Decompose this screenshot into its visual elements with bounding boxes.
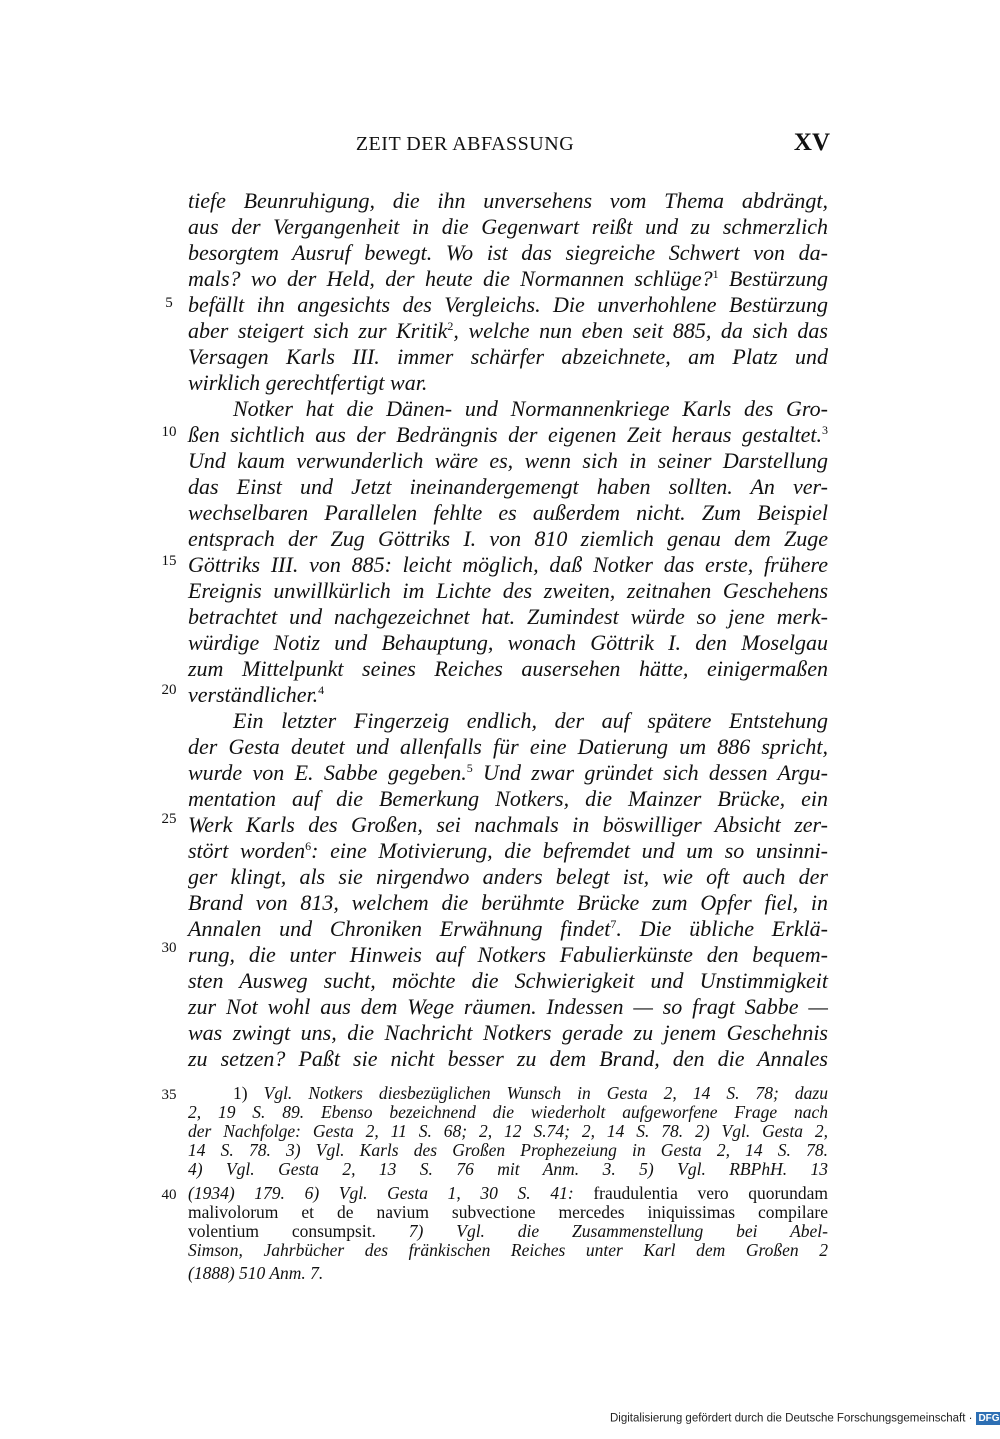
footnote-ref: 3 (822, 423, 828, 437)
page-header-title: ZEIT DER ABFASSUNG (355, 133, 575, 155)
text-line: mentation auf die Bemerkung Notkers, die Mainzer Brücke, ein (188, 786, 828, 811)
text-line (188, 682, 828, 708)
text-span: : eine Motivierung, die befremdet und um so unsinni- (311, 838, 829, 863)
text-span: mals? wo der Held, der heute die Normannen schlüge? (188, 266, 713, 291)
text-span: ßen sichtlich aus der Bedrängnis der eigenen Zeit heraus gestaltet. (188, 422, 822, 447)
text-line: das Einst und Jetzt ineinandergemengt haben sollten. An ver- (188, 474, 828, 499)
digitization-credit (610, 1412, 1000, 1425)
footnote-ref: 2 (447, 319, 454, 333)
text-line: Brand von 813, welchem die berühmte Brücke zum Opfer fiel, in (188, 890, 828, 915)
text-line: Ein letzter Fingerzeig endlich, der auf spätere Entstehung (233, 708, 828, 733)
text-line: der Gesta deutet und allenfalls für eine Datierung um 886 spricht, (188, 734, 828, 759)
text-line (188, 318, 828, 344)
footnote-ref: 4 (318, 683, 325, 697)
text-line: zur Not wohl aus dem Wege räumen. Indessen — so fragt Sabbe — (188, 994, 828, 1019)
text-span: verständlicher. (188, 682, 319, 707)
text-span: , welche nun eben seit 885, da sich das (453, 318, 828, 343)
text-line: entsprach der Zug Göttriks I. von 810 ziemlich genau dem Zuge (188, 526, 828, 551)
text-line: besorgtem Ausruf bewegt. Wo ist das siegreiche Schwert von da- (188, 240, 828, 265)
line-number: 25 (161, 811, 177, 827)
text-line (188, 266, 828, 292)
line-number: 35 (161, 1087, 177, 1103)
text-span: aber steigert sich zur Kritik (188, 318, 448, 343)
credit-text: Digitalisierung gefördert durch die Deutsche Forschungsgemeinschaft · (610, 1412, 973, 1425)
footnote-line: 14 S. 78. 3) Vgl. Karls des Großen Prophezeiung in Gesta 2, 14 S. 78. (188, 1140, 828, 1160)
text-line: aus der Vergangenheit in die Gegenwart reißt und zu schmerzlich (188, 214, 828, 239)
text-line: Versagen Karls III. immer schärfer abzeichnete, am Platz und (188, 344, 828, 369)
text-span: Annalen und Chroniken Erwähnung findet (188, 916, 611, 941)
footnote-ref: 1 (712, 267, 719, 281)
line-number: 20 (161, 682, 177, 698)
text-line: Ereignis unwillkürlich im Lichte des zweiten, zeitnahen Geschehens (188, 578, 828, 603)
text-line: zu setzen? Paßt sie nicht besser zu dem Brand, den die Annales (188, 1046, 828, 1071)
text-span: 7) Vgl. die Zusammenstellung bei Abel- (375, 1221, 828, 1241)
text-line: zum Mittelpunkt seines Reiches ausersehen hätte, einigermaßen (188, 656, 828, 681)
text-span: stört worden (188, 838, 306, 863)
footnote-line: Simson, Jahrbücher des fränkischen Reiches unter Karl dem Großen 2 (188, 1240, 828, 1260)
footnote-line: (1888) 510 Anm. 7. (188, 1263, 324, 1283)
text-line (188, 916, 828, 942)
text-span: . Die übliche Erklä- (616, 916, 828, 941)
text-line: würdige Notiz und Behauptung, wonach Göttrik I. den Moselgau (188, 630, 828, 655)
line-number: 40 (161, 1187, 177, 1203)
text-span: wurde von E. Sabbe gegeben. (188, 760, 467, 785)
text-line: Werk Karls des Großen, sei nachmals in böswilliger Absicht zer- (188, 812, 828, 837)
latin-quote: volentium consumpsit. (188, 1221, 376, 1241)
footnote-line: 2, 19 S. 89. Ebenso bezeichnend die wiederholt aufgeworfene Frage nach (188, 1102, 828, 1122)
text-line: sten Ausweg sucht, möchte die Schwierigkeit und Unstimmigkeit (188, 968, 828, 993)
line-number: 15 (161, 553, 177, 569)
footnote-line (233, 1084, 828, 1103)
text-line: Göttriks III. von 885: leicht möglich, daß Notker das erste, frühere (188, 552, 828, 577)
text-line: wirklich gerechtfertigt war. (188, 370, 428, 395)
page-number: XV (793, 129, 830, 156)
latin-quote: fraudulentia vero quorundam (593, 1183, 828, 1203)
footnote-ref: 5 (466, 761, 473, 775)
text-span: Bestürzung (718, 266, 828, 291)
dfg-logo-icon: DFG (978, 1413, 1000, 1424)
text-line: befällt ihn angesichts des Vergleichs. Die unverhohlene Bestürzung (188, 292, 828, 317)
footnote-line (188, 1184, 828, 1203)
text-line: tiefe Beunruhigung, die ihn unversehens vom Thema abdrängt, (188, 188, 828, 213)
footnote-ref: 7 (610, 917, 617, 931)
text-span: Und zwar gründet sich dessen Argu- (472, 760, 828, 785)
text-line (188, 760, 828, 786)
text-line: Und kaum verwunderlich wäre es, wenn sich in seiner Darstellung (188, 448, 828, 473)
text-line: wechselbaren Parallelen fehlte es außerdem nicht. Zum Beispiel (188, 500, 828, 525)
text-line: ger klingt, als sie nirgendwo anders belegt ist, wie oft auch der (188, 864, 828, 889)
footnote-line: der Nachfolge: Gesta 2, 11 S. 68; 2, 12 S.74; 2, 14 S. 78. 2) Vgl. Gesta 2, (188, 1121, 828, 1141)
footnote-line: 4) Vgl. Gesta 2, 13 S. 76 mit Anm. 3. 5) Vgl. RBPhH. 13 (188, 1159, 828, 1179)
footnote-line (188, 1222, 828, 1241)
text-span: (1934) 179. 6) Vgl. Gesta 1, 30 S. 41: (188, 1183, 594, 1203)
footnote-ref: 6 (305, 839, 312, 853)
text-span: Vgl. Notkers diesbezüglichen Wunsch in Gesta 2, 14 S. 78; dazu (247, 1083, 828, 1103)
footnote-line: malivolorum et de navium subvectione mercedes iniquissimas compilare (188, 1202, 828, 1222)
text-line (188, 838, 828, 864)
text-line: Notker hat die Dänen- und Normannenkriege Karls des Gro- (233, 396, 828, 421)
line-number: 30 (161, 940, 177, 956)
footnote-number: 1) (233, 1083, 248, 1103)
text-line: rung, die unter Hinweis auf Notkers Fabulierkünste den bequem- (188, 942, 828, 967)
text-line: betrachtet und nachgezeichnet hat. Zumindest würde so jene merk- (188, 604, 828, 629)
line-number: 5 (165, 295, 173, 311)
text-line (188, 422, 828, 448)
text-line: was zwingt uns, die Nachricht Notkers gerade zu jenem Geschehnis (188, 1020, 828, 1045)
line-number: 10 (161, 424, 177, 440)
